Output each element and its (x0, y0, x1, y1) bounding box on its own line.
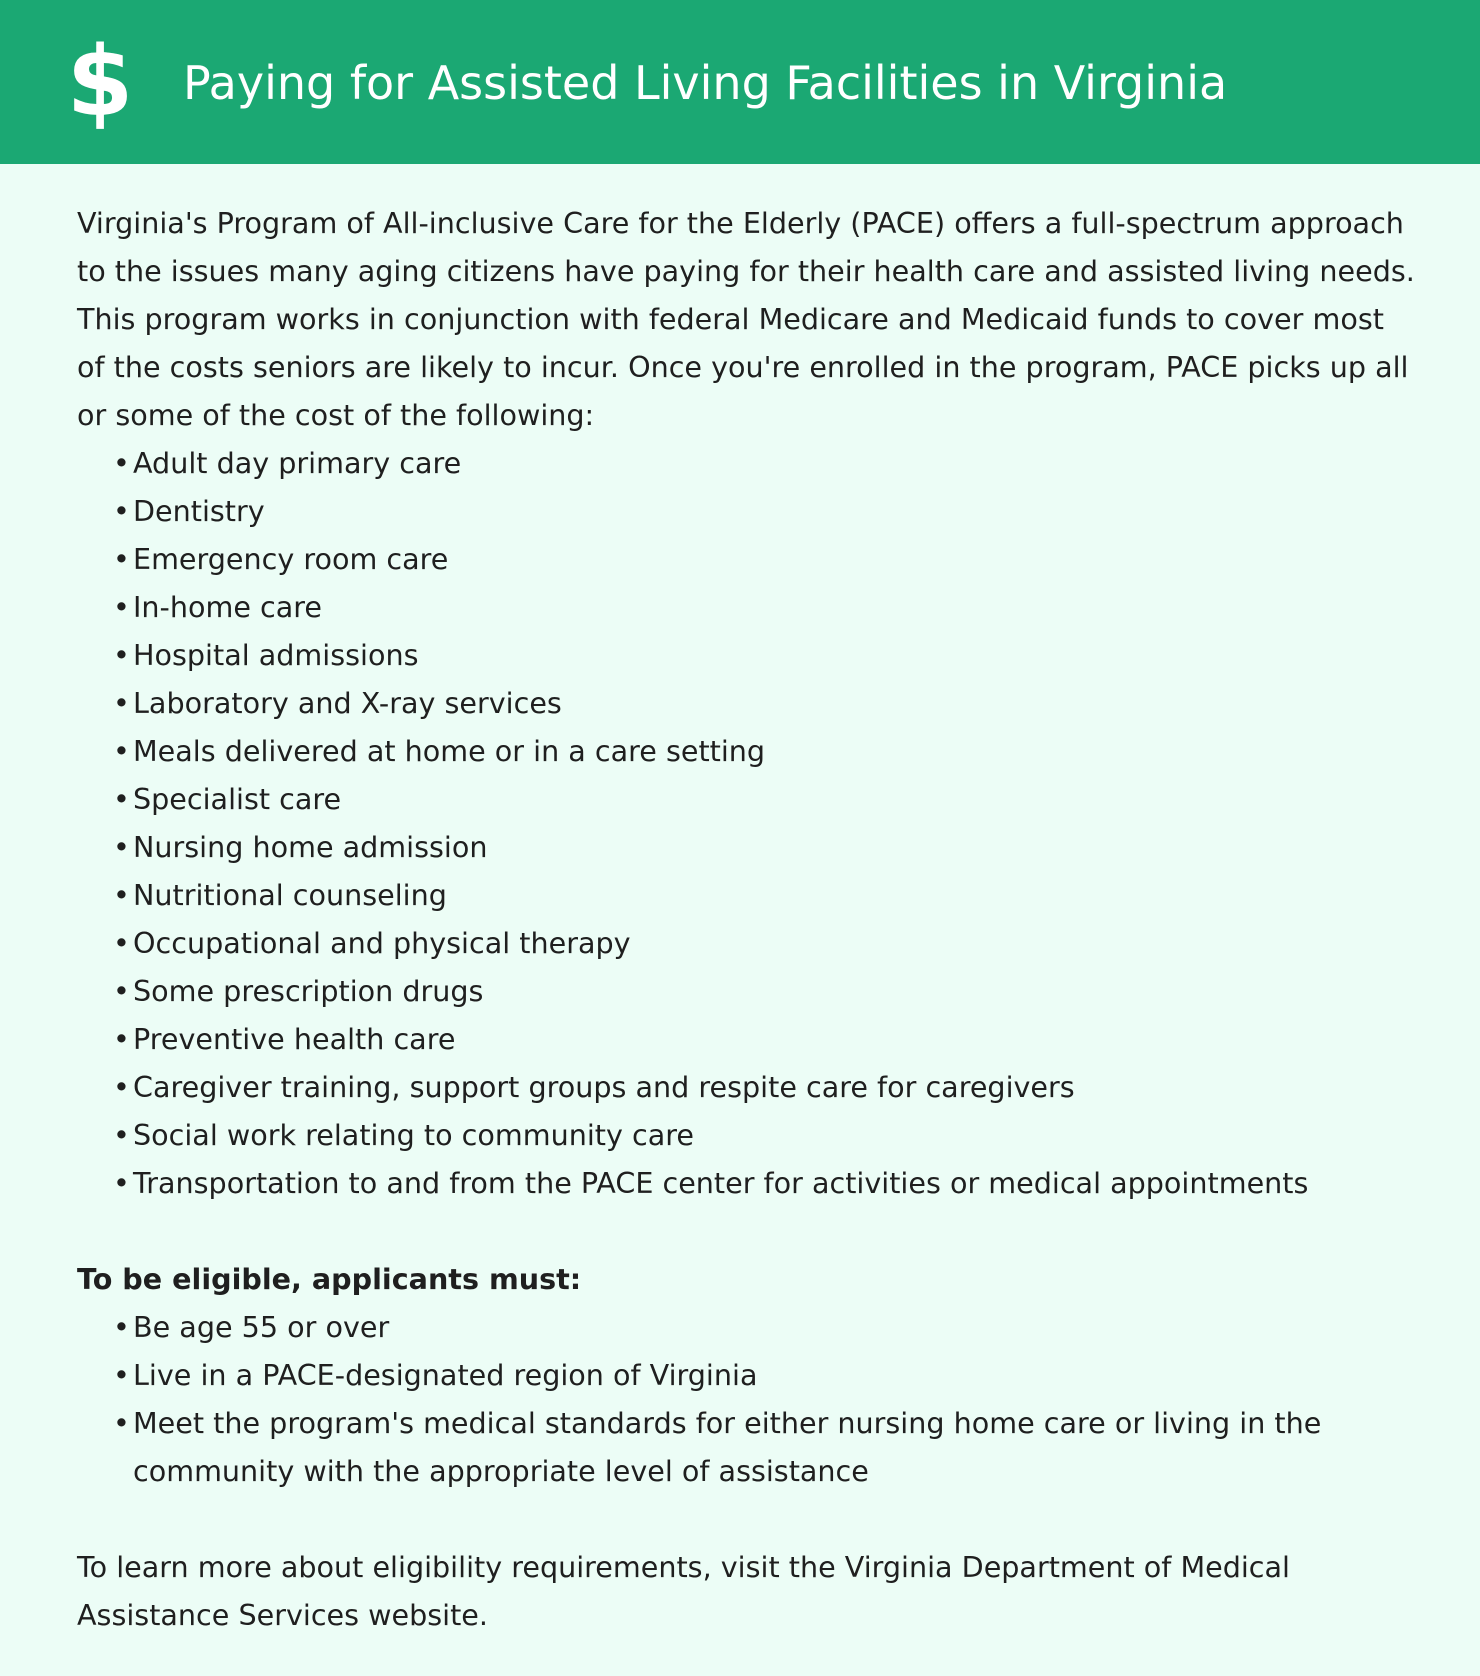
list-item: • Dentistry (77, 487, 1417, 535)
list-item: • Caregiver training, support groups and respite care for caregivers (77, 1063, 1417, 1111)
list-item: • Emergency room care (77, 535, 1417, 583)
list-item: • In-home care (77, 583, 1417, 631)
dollar-sign-icon: $ (66, 26, 134, 138)
list-item: • Meals delivered at home or in a care setting (77, 727, 1417, 775)
list-item: • Social work relating to community care (77, 1111, 1417, 1159)
list-item: • Specialist care (77, 775, 1417, 823)
list-item: • Nutritional counseling (77, 871, 1417, 919)
page-title: Paying for Assisted Living Facilities in Virginia (183, 56, 1228, 110)
content-body (77, 199, 1417, 1639)
eligibility-heading: To be eligible, applicants must: (77, 1262, 582, 1296)
list-item: • Preventive health care (77, 1015, 1417, 1063)
section-spacer (77, 1207, 1417, 1255)
list-item: • Some prescription drugs (77, 967, 1417, 1015)
list-item: • Occupational and physical therapy (77, 919, 1417, 967)
list-item: • Meet the program's medical standards for either nursing home care or living in the community with the appropriate level of assistance (77, 1399, 1417, 1495)
list-item: • Transportation to and from the PACE center for activities or medical appointments (77, 1159, 1417, 1207)
footer-paragraph: To learn more about eligibility requirements, visit the Virginia Department of Medical Assistance Services website. (77, 1550, 1290, 1632)
header-banner (0, 0, 1480, 164)
intro-paragraph: Virginia's Program of All-inclusive Care for the Elderly (PACE) offers a full-spectrum approach to the issues many aging citizens have paying for their health care and assisted living needs. This program works in conjunction with federal Medicare and Medicaid funds to cover most of the costs seniors are likely to incur. Once you're enrolled in the program, PACE picks up all or some of the cost of the following: (77, 206, 1415, 432)
list-item: • Hospital admissions (77, 631, 1417, 679)
eligibility-list (77, 1303, 1417, 1495)
section-spacer (77, 1495, 1417, 1543)
list-item: • Nursing home admission (77, 823, 1417, 871)
list-item: • Be age 55 or over (77, 1303, 1417, 1351)
covered-services-list (77, 439, 1417, 1207)
list-item: • Live in a PACE-designated region of Virginia (77, 1351, 1417, 1399)
list-item: • Laboratory and X-ray services (77, 679, 1417, 727)
list-item: • Adult day primary care (77, 439, 1417, 487)
